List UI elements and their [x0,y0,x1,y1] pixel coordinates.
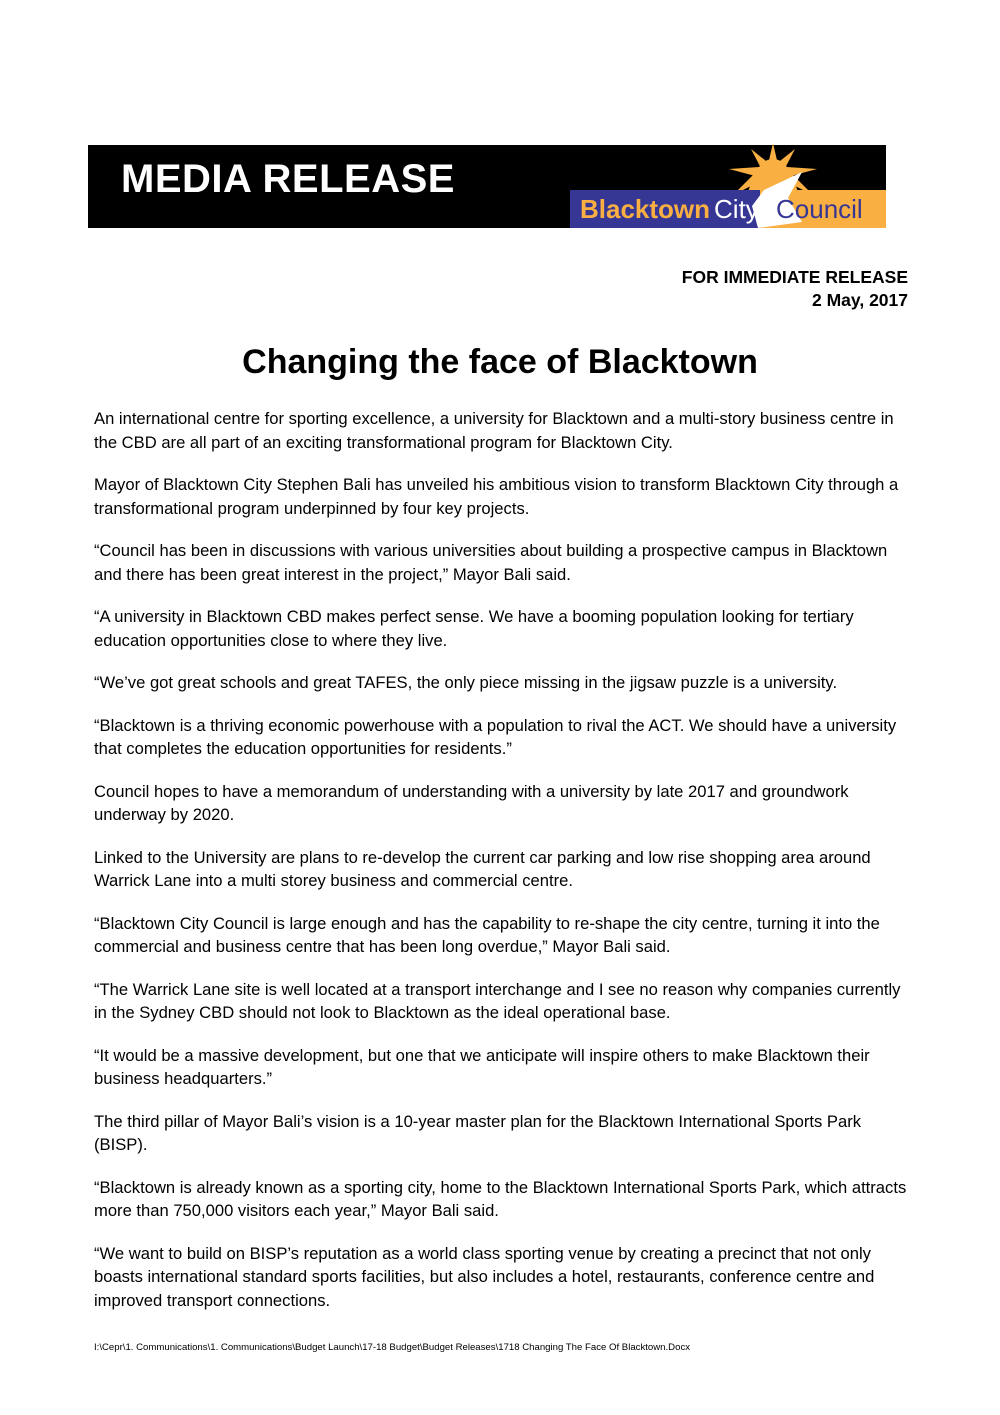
media-release-banner [88,145,886,228]
immediate-release-notice: FOR IMMEDIATE RELEASE [681,267,908,287]
body-paragraph: “A university in Blacktown CBD makes perfect sense. We have a booming population looking for tertiary education opportunities close to where they live. [94,607,854,650]
logo-wordmark [580,194,759,224]
body-paragraph: “Blacktown is already known as a sporting city, home to the Blacktown International Sports Park, which attracts more than 750,000 visitors each year,” Mayor Bali said. [94,1177,907,1220]
banner-title: MEDIA RELEASE [121,157,455,201]
body-paragraph: “Blacktown is a thriving economic powerhouse with a population to rival the ACT. We should have a university that completes the education opportunities for residents.” [94,715,897,758]
body-paragraph: Mayor of Blacktown City Stephen Bali has unveiled his ambitious vision to transform Blacktown City through a transformational program underpinned by four key projects. [94,475,899,518]
media-release-body [94,407,909,1331]
body-paragraph: The third pillar of Mayor Bali’s vision is a 10-year master plan for the Blacktown International Sports Park (BISP). [94,1111,862,1154]
page-title: Changing the face of Blacktown [242,343,758,381]
release-date: 2 May, 2017 [812,290,908,310]
logo-word-blacktown: Blacktown [580,194,711,224]
body-paragraph: An international centre for sporting excellence, a university for Blacktown and a multi-story business centre in the CBD are all part of an exciting transformational program for Blacktown City. [94,409,894,452]
body-paragraph: “It would be a massive development, but one that we anticipate will inspire others to make Blacktown their business headquarters.” [94,1045,870,1088]
body-paragraph: Council hopes to have a memorandum of understanding with a university by late 2017 and groundwork underway by 2020. [94,781,849,824]
logo-word-council: Council [776,194,863,224]
body-paragraph: Linked to the University are plans to re-develop the current car parking and low rise shopping area around Warrick Lane into a multi storey business and commercial centre. [94,847,871,890]
body-paragraph: “Blacktown City Council is large enough and has the capability to re-shape the city centre, turning it into the commercial and business centre that has been long overdue,” Mayor Bali said. [94,913,880,956]
logo-colour-band [570,190,886,228]
release-meta [682,266,908,312]
body-paragraph: “Council has been in discussions with various universities about building a prospective campus in Blacktown and there has been great interest in the project,” Mayor Bali said. [94,541,888,584]
blacktown-city-council-logo [570,145,886,228]
logo-word-city: City [714,194,759,224]
body-paragraph: “The Warrick Lane site is well located at a transport interchange and I see no reason why companies currently in the Sydney CBD should not look to Blacktown as the ideal operational base. [94,979,901,1022]
body-paragraph: “We want to build on BISP’s reputation as a world class sporting venue by creating a precinct that not only boasts international standard sports facilities, but also includes a hotel, restaurants, conference centre and improved transport connections. [94,1243,875,1310]
body-paragraph: “We’ve got great schools and great TAFES, the only piece missing in the jigsaw puzzle is a university. [94,673,838,692]
footer-file-path: I:\Cepr\1. Communications\1. Communications\Budget Launch\17-18 Budget\Budget Releases\1718 Changing The Face Of Blacktown.Docx [94,1342,691,1353]
